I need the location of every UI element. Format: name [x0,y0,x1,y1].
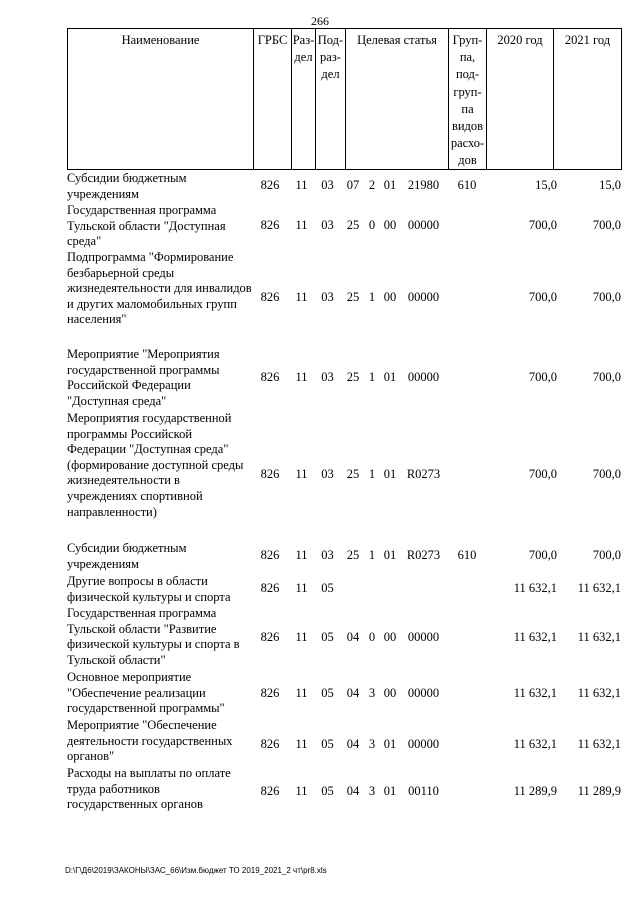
cell-grbs: 826 [260,548,280,562]
cell-y2020: 700,0 [528,548,557,562]
cell-p2: 3 [368,686,376,700]
cell-podrazdel: 03 [321,467,334,481]
cell-p4: 00000 [407,737,440,751]
cell-p3: 01 [383,737,397,751]
cell-razdel: 11 [295,686,308,700]
cell-grbs: 826 [260,686,280,700]
cell-p4: 00000 [407,686,440,700]
cell-podrazdel: 05 [321,737,334,751]
cell-grbs: 826 [260,218,280,232]
cell-razdel: 11 [295,581,308,595]
cell-grbs: 826 [260,581,280,595]
row-name: Субсидии бюджетным учреждениям [67,171,187,201]
cell-grbs: 826 [260,178,280,192]
cell-y2021: 700,0 [592,467,621,481]
cell-y2020: 700,0 [528,467,557,481]
cell-p3: 01 [383,467,397,481]
cell-podrazdel: 03 [321,370,334,384]
cell-razdel: 11 [295,218,308,232]
cell-p2: 1 [368,370,376,384]
cell-p2: 0 [368,630,376,644]
cell-p3: 00 [383,218,397,232]
row-name: Мероприятия государственной программы Российской Федерации "Доступная среда" (формирование доступной среды жизнедеятельности в учреждениях спортивной направленности) [67,411,244,519]
cell-p1: 25 [346,218,360,232]
row-name: Субсидии бюджетным учреждениям [67,541,187,571]
cell-razdel: 11 [295,784,308,798]
cell-p1: 25 [346,548,360,562]
cell-vr: 610 [457,548,477,562]
cell-y2020: 700,0 [528,370,557,384]
page-number: 266 [311,14,329,28]
cell-p2: 1 [368,467,376,481]
cell-p1: 04 [346,630,360,644]
cell-y2021: 11 289,9 [577,784,621,798]
header-name: Наименование [68,29,254,169]
cell-grbs: 826 [260,467,280,481]
cell-p1: 04 [346,737,360,751]
header-grbs: ГРБС [254,29,292,169]
cell-razdel: 11 [295,737,308,751]
header-razdel: Раз- дел [292,29,316,169]
cell-razdel: 11 [295,370,308,384]
row-name: Мероприятие "Мероприятия государственной программы Российской Федерации "Доступная среда" [67,347,220,408]
cell-p1: 07 [346,178,360,192]
cell-y2021: 700,0 [592,370,621,384]
file-path-footer: D:\Г\Д6\2019\ЗАКОНЫ\ЗАС_66\Изм.бюджет ТО 2019_2021_2 чт\pr8.xls [65,866,327,875]
cell-p2: 3 [368,784,376,798]
cell-y2021: 15,0 [599,178,621,192]
cell-y2021: 11 632,1 [577,581,621,595]
cell-y2021: 11 632,1 [577,737,621,751]
cell-p3: 01 [383,784,397,798]
cell-y2021: 11 632,1 [577,630,621,644]
cell-p1: 25 [346,290,360,304]
header-vr: Груп- па, под- груп- па видов расхо- дов [449,29,487,169]
cell-y2020: 15,0 [535,178,557,192]
cell-p4: 00000 [407,218,440,232]
cell-y2021: 700,0 [592,218,621,232]
cell-grbs: 826 [260,784,280,798]
cell-p3: 01 [383,178,397,192]
cell-p4: 00000 [407,370,440,384]
cell-p4: 00000 [407,630,440,644]
cell-p4: R0273 [406,467,441,481]
cell-p1: 25 [346,467,360,481]
cell-razdel: 11 [295,178,308,192]
cell-p3: 01 [383,548,397,562]
cell-razdel: 11 [295,290,308,304]
cell-p2: 3 [368,737,376,751]
row-name: Мероприятие "Обеспечение деятельности государственных органов" [67,718,233,764]
cell-p4: 21980 [407,178,440,192]
cell-vr: 610 [457,178,477,192]
header-2020: 2020 год [487,29,554,169]
cell-p3: 01 [383,370,397,384]
cell-p1: 25 [346,370,360,384]
cell-y2020: 11 632,1 [513,686,557,700]
cell-p2: 1 [368,290,376,304]
cell-podrazdel: 03 [321,178,334,192]
cell-podrazdel: 03 [321,290,334,304]
cell-y2021: 11 632,1 [577,686,621,700]
cell-y2020: 11 632,1 [513,581,557,595]
cell-p3: 00 [383,290,397,304]
cell-p4: 00000 [407,290,440,304]
cell-podrazdel: 03 [321,218,334,232]
cell-p2: 1 [368,548,376,562]
cell-podrazdel: 05 [321,630,334,644]
cell-podrazdel: 05 [321,686,334,700]
cell-grbs: 826 [260,630,280,644]
cell-grbs: 826 [260,737,280,751]
row-name: Другие вопросы в области физической культуры и спорта [67,574,231,604]
row-name: Основное мероприятие "Обеспечение реализации государственной программы" [67,670,225,716]
cell-y2020: 700,0 [528,218,557,232]
cell-p2: 0 [368,218,376,232]
cell-y2020: 11 289,9 [513,784,557,798]
cell-podrazdel: 03 [321,548,334,562]
cell-podrazdel: 05 [321,784,334,798]
cell-y2020: 700,0 [528,290,557,304]
row-name: Расходы на выплаты по оплате труда работников государственных органов [67,766,231,812]
cell-y2020: 11 632,1 [513,737,557,751]
cell-razdel: 11 [295,548,308,562]
header-2021: 2021 год [564,33,611,47]
cell-p4: R0273 [406,548,441,562]
cell-y2021: 700,0 [592,290,621,304]
cell-p4: 00110 [408,784,439,798]
cell-razdel: 11 [295,630,308,644]
cell-y2020: 11 632,1 [513,630,557,644]
cell-p1: 04 [346,784,360,798]
cell-p1: 04 [346,686,360,700]
cell-podrazdel: 05 [321,581,334,595]
header-target: Целевая статья [346,29,449,169]
header-podrazdel: Под- раз- дел [316,29,346,169]
row-name: Подпрограмма "Формирование безбарьерной среды жизнедеятельности для инвалидов и других маломобильных групп населения" [67,250,252,327]
cell-p3: 00 [383,686,397,700]
cell-grbs: 826 [260,290,280,304]
cell-p2: 2 [368,178,376,192]
cell-grbs: 826 [260,370,280,384]
cell-p3: 00 [383,630,397,644]
row-name: Государственная программа Тульской области "Доступная среда" [67,203,226,249]
table-header [67,28,622,170]
cell-y2021: 700,0 [592,548,621,562]
cell-razdel: 11 [295,467,308,481]
row-name: Государственная программа Тульской области "Развитие физической культуры и спорта в Тульской области" [67,606,240,667]
